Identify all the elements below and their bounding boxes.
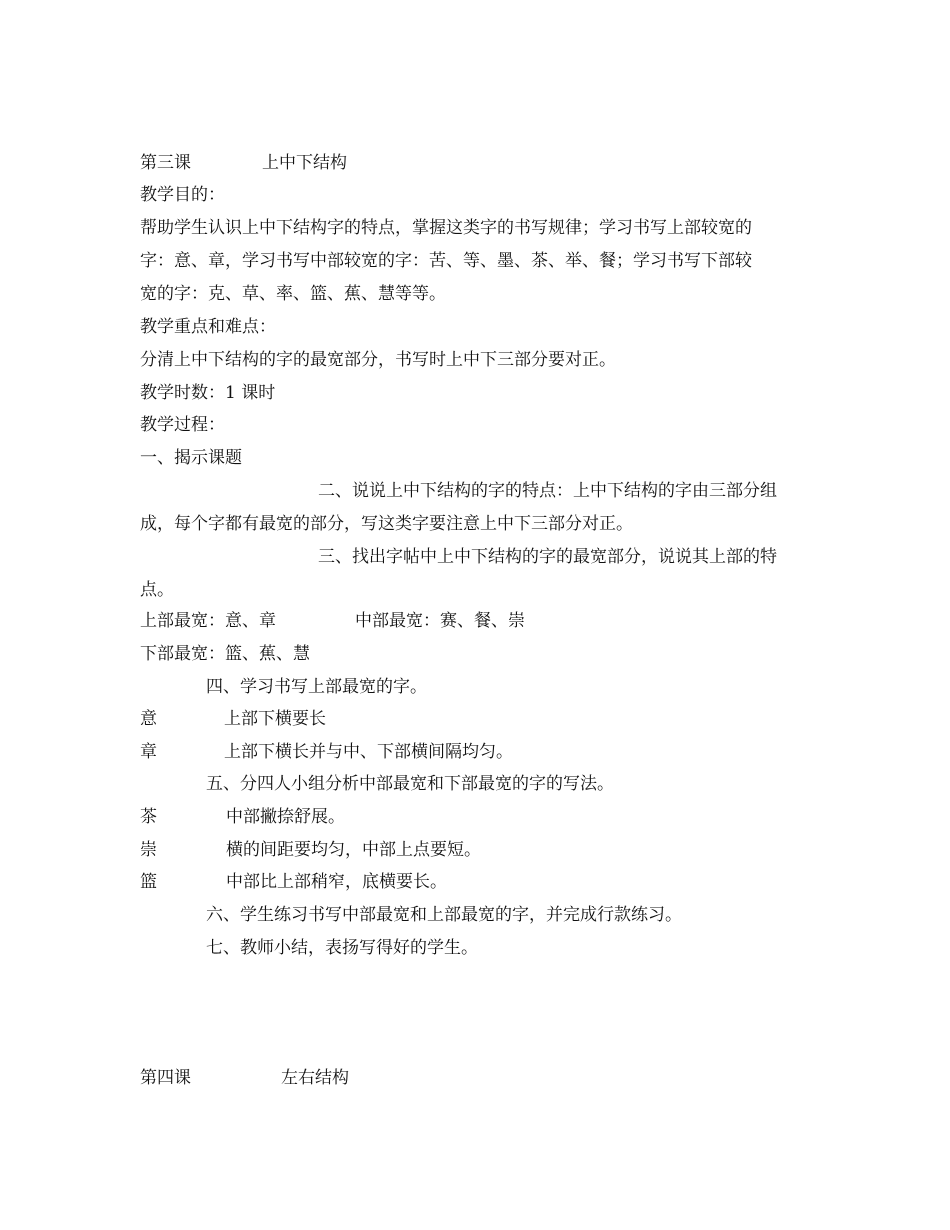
lesson4-number: 第四课 bbox=[140, 1068, 191, 1088]
lesson4-name: 左右结构 bbox=[281, 1068, 349, 1088]
char-yi-note: 上部下横要长 bbox=[224, 709, 326, 729]
mid-widest: 中部最宽：赛、餐、崇 bbox=[355, 611, 525, 631]
step-6: 六、学生练习书写中部最宽和上部最宽的字，并完成行款练习。 bbox=[206, 905, 682, 925]
step-3-line-2: 点。 bbox=[140, 580, 174, 600]
widest-row bbox=[140, 610, 525, 632]
char-row-yi bbox=[140, 708, 326, 730]
key-heading: 教学重点和难点： bbox=[140, 317, 276, 337]
step-5: 五、分四人小组分析中部最宽和下部最宽的字的写法。 bbox=[206, 774, 614, 794]
step-2-line-1: 二、说说上中下结构的字的特点：上中下结构的字由三部分组 bbox=[318, 481, 777, 501]
char-cha: 茶 bbox=[140, 807, 157, 827]
char-lan-note: 中部比上部稍窄，底横要长。 bbox=[226, 872, 447, 892]
teaching-hours: 教学时数：1 课时 bbox=[140, 383, 276, 403]
step-2-line-2: 成，每个字都有最宽的部分，写这类字要注意上中下三部分对正。 bbox=[140, 514, 633, 534]
goal-line-3: 宽的字：克、草、率、篮、蕉、慧等等。 bbox=[140, 284, 446, 304]
bottom-widest: 下部最宽：篮、蕉、慧 bbox=[140, 644, 310, 664]
lesson3-title bbox=[140, 152, 347, 174]
char-chong-note: 横的间距要均匀，中部上点要短。 bbox=[226, 840, 481, 860]
step-4: 四、学习书写上部最宽的字。 bbox=[206, 677, 427, 697]
lesson3-name: 上中下结构 bbox=[262, 153, 347, 173]
char-row-lan bbox=[140, 871, 447, 893]
goal-line-1: 帮助学生认识上中下结构字的特点，掌握这类字的书写规律；学习书写上部较宽的 bbox=[140, 218, 752, 238]
goal-line-2: 字：意、章，学习书写中部较宽的字：苦、等、墨、茶、举、餐；学习书写下部较 bbox=[140, 251, 752, 271]
char-zhang: 章 bbox=[140, 742, 157, 762]
char-zhang-note: 上部下横长并与中、下部横间隔均匀。 bbox=[224, 742, 513, 762]
process-heading: 教学过程： bbox=[140, 415, 225, 435]
char-chong: 崇 bbox=[140, 840, 157, 860]
step-1: 一、揭示课题 bbox=[140, 448, 242, 468]
key-text: 分清上中下结构的字的最宽部分，书写时上中下三部分要对正。 bbox=[140, 350, 616, 370]
lesson3-number: 第三课 bbox=[140, 153, 191, 173]
goal-heading: 教学目的： bbox=[140, 185, 225, 205]
char-row-chong bbox=[140, 839, 481, 861]
char-row-zhang bbox=[140, 741, 513, 763]
char-row-cha bbox=[140, 806, 345, 828]
lesson4-title bbox=[140, 1067, 349, 1089]
char-lan: 篮 bbox=[140, 872, 157, 892]
step-3-line-1: 三、找出字帖中上中下结构的字的最宽部分，说说其上部的特 bbox=[318, 547, 777, 567]
step-7: 七、教师小结，表扬写得好的学生。 bbox=[206, 938, 478, 958]
char-cha-note: 中部撇捺舒展。 bbox=[226, 807, 345, 827]
top-widest: 上部最宽：意、章 bbox=[140, 611, 276, 631]
char-yi: 意 bbox=[140, 709, 157, 729]
